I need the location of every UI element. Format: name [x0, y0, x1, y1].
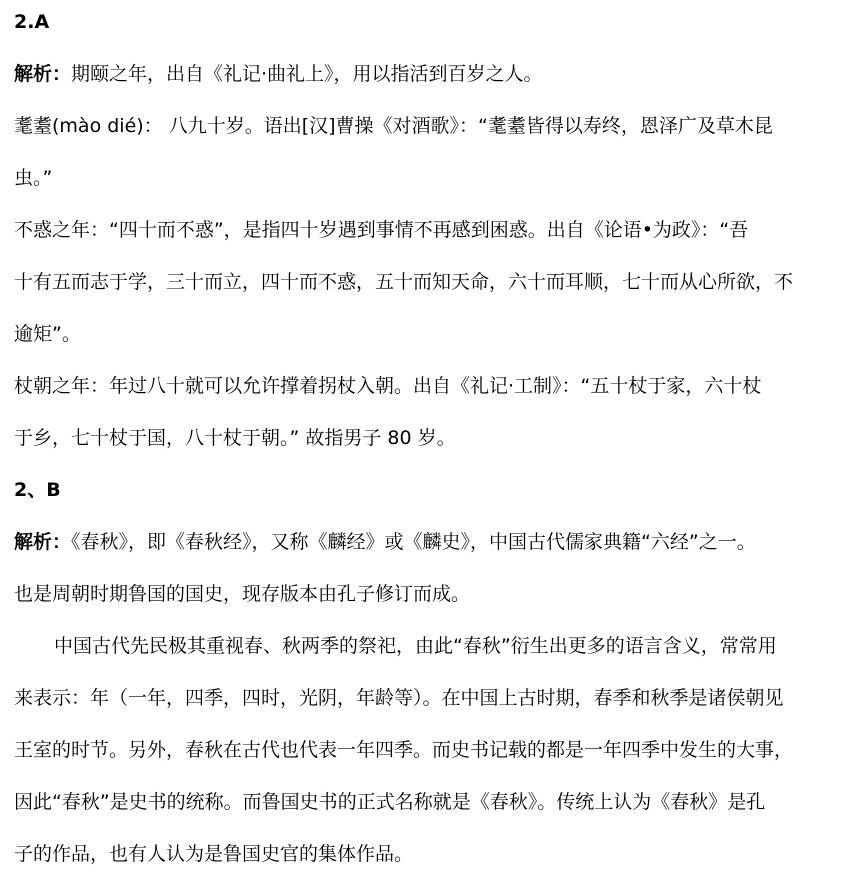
paragraph-line: 王室的时节。另外，春秋在古代也代表一年四季。而史书记载的都是一年四季中发生的大事，: [14, 739, 794, 761]
paragraph-line: 于乡，七十杖于国，八十杖于朝。” 故指男子 80 岁。: [14, 427, 456, 449]
analysis-label: 解析：: [14, 63, 72, 85]
section-1-analysis: [14, 60, 543, 88]
section-2-heading: 2、B: [14, 479, 61, 501]
section-1-heading: 2.A: [14, 11, 50, 33]
analysis-text: 期颐之年，出自《礼记·曲礼上》，用以指活到百岁之人。: [71, 63, 543, 85]
paragraph-line: 来表示：年（一年，四季，四时，光阴，年龄等）。在中国上古时期，春季和秋季是诸侯朝见: [14, 687, 784, 709]
paragraph-line: 逾矩”。: [14, 323, 81, 345]
paragraph-line: 也是周朝时期鲁国的国史，现存版本由孔子修订而成。: [14, 583, 471, 605]
paragraph-line: 不惑之年：“四十而不惑”，是指四十岁遇到事情不再感到困惑。出自《论语•为政》：“吾: [14, 219, 749, 241]
analysis-text: 《春秋》，即《春秋经》，又称《麟经》或《麟史》，中国古代儒家典籍“六经”之一。: [71, 531, 756, 553]
paragraph-line: 杖朝之年：年过八十就可以允许撑着拐杖入朝。出自《礼记·工制》：“五十杖于家，六十杖: [14, 375, 762, 397]
analysis-label: 解析：: [14, 531, 72, 553]
paragraph-line-indented: 中国古代先民极其重视春、秋两季的祭祀，由此“春秋”衍生出更多的语言含义，常常用: [54, 635, 777, 657]
paragraph-line: 耄耋(mào dié)： 八九十岁。语出[汉]曹操《对酒歌》：“耄耋皆得以寿终，恩泽广及草木昆: [14, 115, 773, 137]
section-2-analysis: [14, 528, 756, 556]
paragraph-line: 十有五而志于学，三十而立，四十而不惑，五十而知天命，六十而耳顺，七十而从心所欲，不: [14, 271, 794, 293]
paragraph-line: 子的作品，也有人认为是鲁国史官的集体作品。: [14, 843, 414, 865]
paragraph-line: 因此“春秋”是史书的统称。而鲁国史书的正式名称就是《春秋》。传统上认为《春秋》是孔: [14, 791, 766, 813]
paragraph-line: 虫。”: [14, 167, 53, 189]
